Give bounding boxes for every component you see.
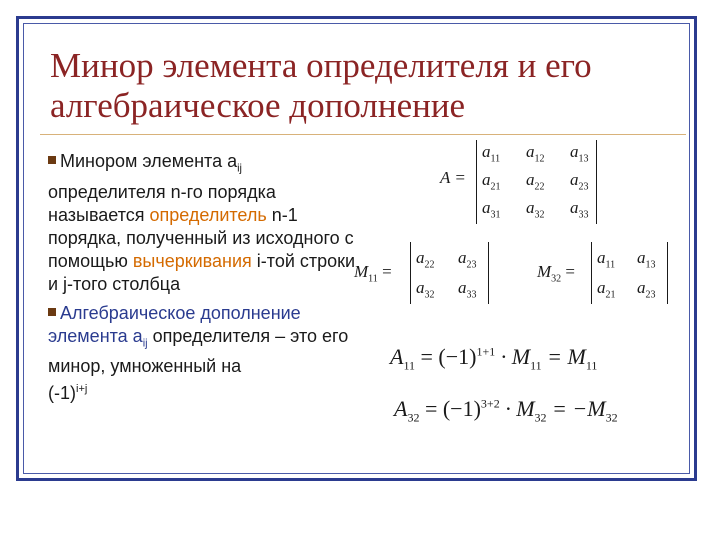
slide-title <box>50 46 690 126</box>
m32-cell-3: $a_{21}$ <box>597 278 616 301</box>
matrix-a <box>440 136 610 226</box>
minor-m11 <box>354 242 494 306</box>
cell-a23: $a_{23}$ <box>570 170 589 193</box>
matrix-a-label: A = <box>440 168 466 187</box>
cell-a31: $a_{31}$ <box>482 198 501 221</box>
m32-cell-4: $a_{23}$ <box>637 278 656 301</box>
bullet-icon <box>48 156 56 164</box>
cell-a33: $a_{33}$ <box>570 198 589 221</box>
title-divider <box>40 134 686 135</box>
m32-cell-2: $a_{13}$ <box>637 248 656 271</box>
matrix-a-left-bar <box>476 140 477 224</box>
m11-label: $M_{11}$ = <box>354 262 392 285</box>
cell-a13: $a_{13}$ <box>570 142 589 165</box>
cell-a32: $a_{32}$ <box>526 198 545 221</box>
m11-cell-2: $a_{23}$ <box>458 248 477 271</box>
highlight-determinant: определитель <box>149 204 267 225</box>
cofactor-equation-11: $A_{11} = (-1)^{1+1} \cdot M_{11} = M_{11}$ <box>390 344 598 373</box>
cell-a12: $a_{12}$ <box>526 142 545 165</box>
bullet-icon <box>48 308 56 316</box>
title-line-2: алгебраическое дополнение <box>50 86 466 125</box>
cell-a21: $a_{21}$ <box>482 170 501 193</box>
cofactor-equation-32: $A_{32} = (-1)^{3+2} \cdot M_{32} = -M_{32}$ <box>394 396 618 425</box>
definition-text <box>48 150 358 411</box>
cofactor-definition: Алгебраическое дополнение элемента $a_{ij}$ определителя – это его минор, умноженный на $(-1)^{i+j}$ <box>48 302 349 404</box>
m11-left-bar <box>410 242 411 304</box>
m32-left-bar <box>591 242 592 304</box>
m32-label: $M_{32}$ = <box>537 262 576 285</box>
title-line-1: Минор элемента определителя и его <box>50 46 592 85</box>
minor-definition: Минором элемента $a_{ij}$ определителя n-го порядка называется определитель n-1 порядка, полученный из исходного с помощью вычеркивания i-той строки и j-того столбца <box>48 151 356 294</box>
m11-cell-1: $a_{22}$ <box>416 248 435 271</box>
cell-a22: $a_{22}$ <box>526 170 545 193</box>
m32-cell-1: $a_{11}$ <box>597 248 616 271</box>
matrix-a-right-bar <box>596 140 597 224</box>
cell-a11: $a_{11}$ <box>482 142 501 165</box>
m11-right-bar <box>488 242 489 304</box>
highlight-crossing-out: вычеркивания <box>132 250 252 271</box>
m32-right-bar <box>667 242 668 304</box>
m11-cell-4: $a_{33}$ <box>458 278 477 301</box>
minor-m32 <box>537 242 677 306</box>
m11-cell-3: $a_{32}$ <box>416 278 435 301</box>
